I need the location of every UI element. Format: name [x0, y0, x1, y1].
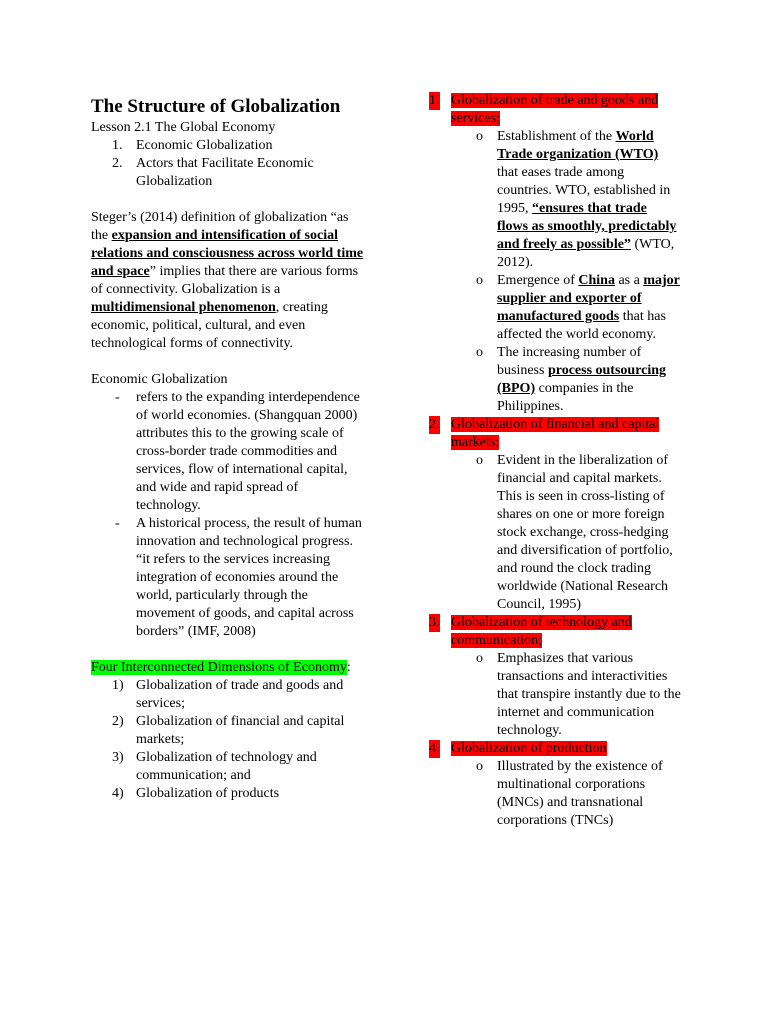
list-text: Globalization of financial and capital markets; [136, 714, 345, 747]
bullet-marker: o [476, 651, 483, 666]
emphasis-text: World Trade organization (WTO) [497, 129, 659, 162]
section-heading [429, 416, 681, 452]
text-run: that eases trade among countries. WTO, established in 1995, [497, 165, 671, 216]
text-run: : [346, 660, 351, 675]
bullet-marker: o [476, 453, 483, 468]
red-highlight-text: Globalization of financial and capital markets; [451, 417, 660, 450]
green-highlight-text: Four Interconnected Dimensions of Economy [91, 660, 347, 675]
right-column [429, 92, 681, 830]
list-number: 1) [112, 678, 124, 693]
numbered-list-item [91, 677, 366, 713]
text-run: as a [614, 273, 644, 288]
steger-definition-paragraph [91, 209, 366, 353]
text-run: Emergence of [497, 273, 579, 288]
dash-list-item [91, 389, 366, 515]
left-column [91, 92, 366, 803]
economic-globalization-heading: Economic Globalization [91, 372, 228, 387]
bullet-text [497, 344, 681, 416]
lesson-heading: Lesson 2.1 The Global Economy [91, 120, 276, 135]
numbered-list-item [91, 713, 366, 749]
text-run: The increasing number of business [497, 345, 642, 378]
section-number: 3. [429, 615, 440, 630]
text-run: , creating economic, political, cultural, and even technological forms of connectivity. [91, 300, 328, 351]
bullet-text [497, 128, 681, 272]
dash-marker: - [115, 390, 120, 405]
text-run: companies in the Philippines. [497, 381, 634, 414]
text-run: Establishment of the [497, 129, 616, 144]
bullet-item [429, 758, 681, 830]
bullet-item [429, 344, 681, 416]
four-dimensions-heading [91, 659, 366, 677]
bullet-item [429, 452, 681, 614]
bullet-text: Evident in the liberalization of financial and capital markets. This is seen in cross-listing of shares on one or more foreign stock exchange, cross-hedging and diversification of portfolio, and round the clock trading worldwide (National Research Council, 1995) [497, 453, 673, 612]
dash-list-item [91, 515, 366, 641]
list-text: Globalization of products [136, 786, 280, 801]
lesson-item-text: Actors that Facilitate Economic Globalization [136, 156, 314, 189]
lesson-item [91, 155, 366, 191]
bullet-item [429, 128, 681, 272]
emphasis-text: multidimensional phenomenon [91, 300, 276, 315]
bullet-item [429, 272, 681, 344]
page-title: The Structure of Globalization [91, 96, 341, 117]
text-run: ” implies that there are various forms of connectivity. Globalization is a [91, 264, 359, 297]
red-highlight-text: Globalization of production [451, 741, 607, 756]
list-number: 4) [112, 786, 124, 801]
bullet-marker: o [476, 129, 483, 144]
list-text: Globalization of technology and communication; and [136, 750, 317, 783]
lesson-item-number: 1. [112, 138, 123, 153]
text-run: (WTO, 2012). [497, 237, 675, 270]
list-number: 2) [112, 714, 124, 729]
bullet-marker: o [476, 345, 483, 360]
text-run: Steger’s (2014) definition of globalization “as the [91, 210, 349, 243]
numbered-list-item [91, 785, 366, 803]
red-highlight-text: Globalization of technology and communication; [451, 615, 632, 648]
dash-list-text: A historical process, the result of human innovation and technological progress. “it refers to the services increasing integration of economies around the world, particularly through the movement of goods, and capital across borders” (IMF, 2008) [136, 516, 362, 639]
section-heading [429, 740, 681, 758]
text-run: that has affected the world economy. [497, 309, 666, 342]
numbered-list-item [91, 749, 366, 785]
lesson-item-number: 2. [112, 156, 123, 171]
section-heading [429, 614, 681, 650]
emphasis-text: major supplier and exporter of manufactured goods [497, 273, 680, 324]
bullet-marker: o [476, 759, 483, 774]
bullet-text: Emphasizes that various transactions and interactivities that transpire instantly due to the internet and communication technology. [497, 651, 681, 738]
section-number: 2. [429, 417, 440, 432]
bullet-text [497, 272, 681, 344]
emphasis-text: expansion and intensification of social relations and consciousness across world time and space [91, 228, 364, 279]
section-heading [429, 92, 681, 128]
bullet-text: Illustrated by the existence of multinational corporations (MNCs) and transnational corporations (TNCs) [497, 759, 663, 828]
dash-list-text: refers to the expanding interdependence of world economies. (Shangquan 2000) attributes this to the growing scale of cross-border trade commodities and services, flow of international capital, and wide and rapid spread of technology. [136, 390, 360, 513]
emphasis-text: process outsourcing (BPO) [497, 363, 667, 396]
red-highlight-text: Globalization of trade and goods and services; [451, 93, 659, 126]
list-number: 3) [112, 750, 124, 765]
lesson-item-text: Economic Globalization [136, 138, 273, 153]
bullet-marker: o [476, 273, 483, 288]
emphasis-text: “ensures that trade flows as smoothly, predictably and freely as possible” [497, 201, 677, 252]
lesson-item [91, 137, 366, 155]
section-number: 1. [429, 93, 440, 108]
list-text: Globalization of trade and goods and services; [136, 678, 344, 711]
bullet-item [429, 650, 681, 740]
dash-marker: - [115, 516, 120, 531]
emphasis-text: China [578, 273, 615, 288]
section-number: 4. [429, 741, 440, 756]
